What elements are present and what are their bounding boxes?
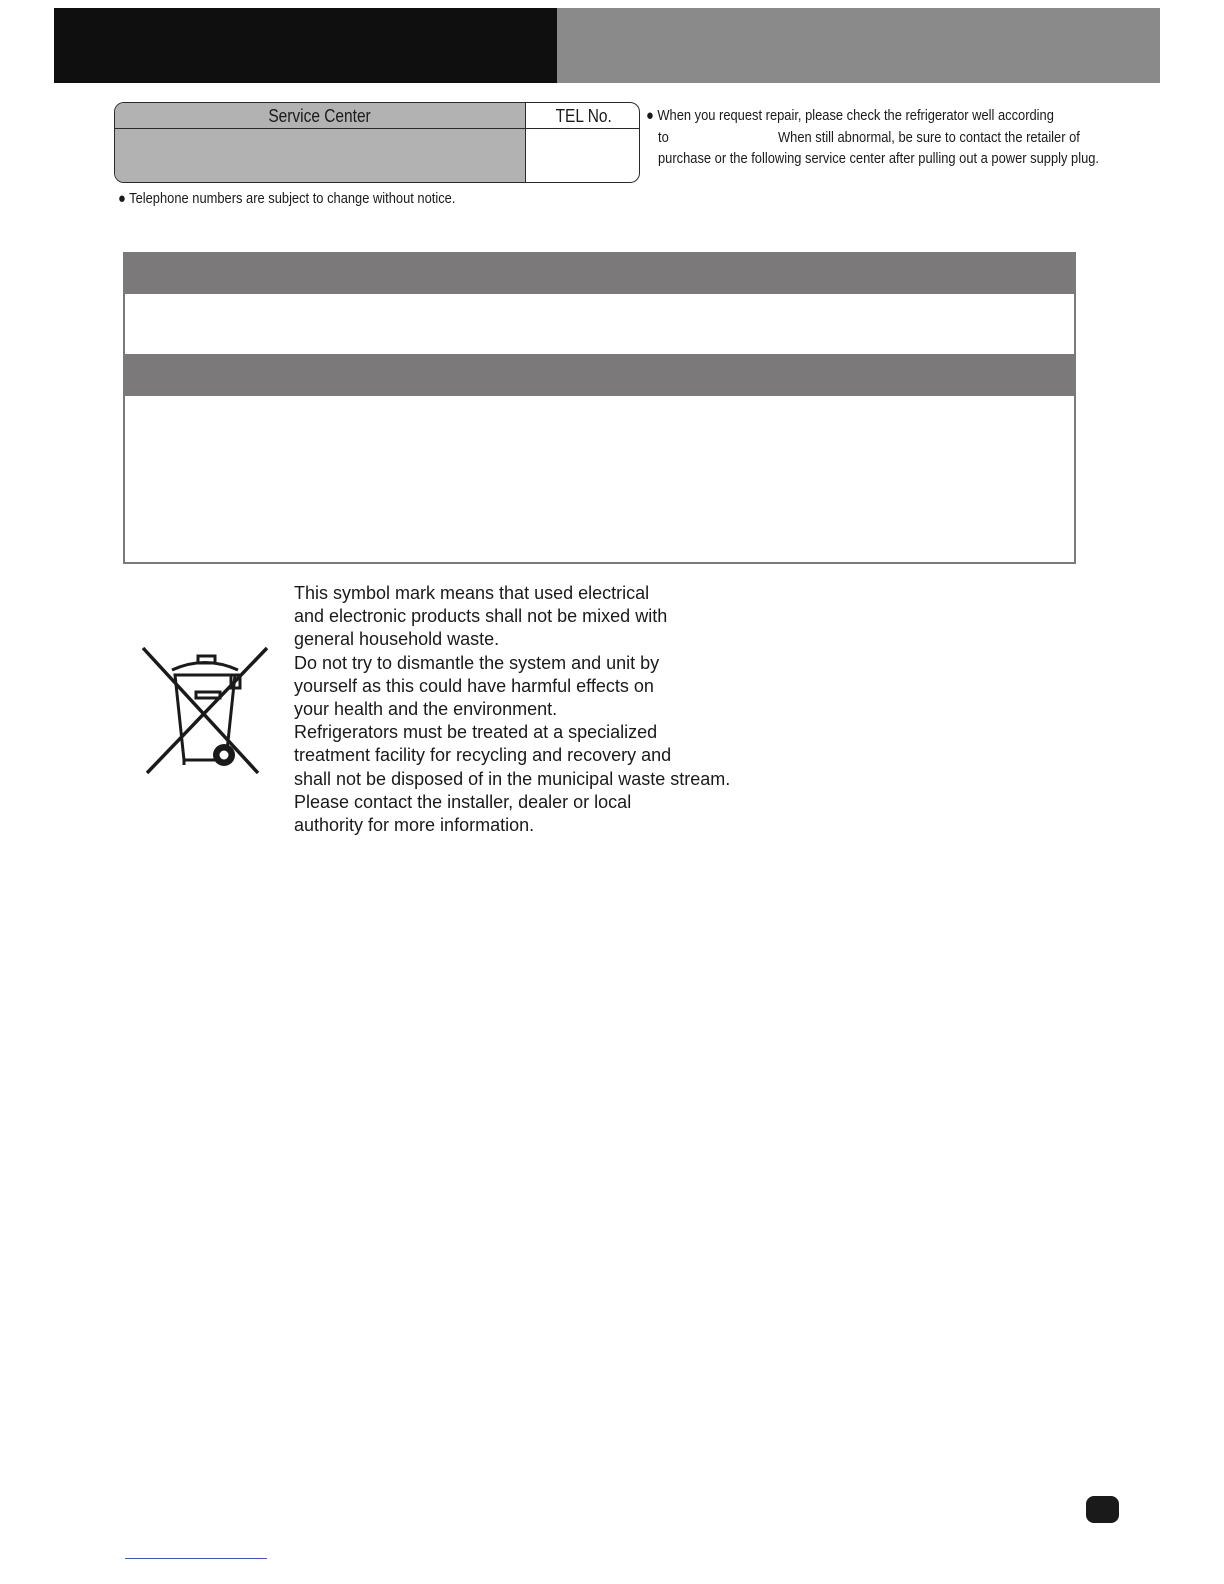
tel-no-cell: [526, 129, 640, 183]
repair-note-line-3: purchase or the following service center after pulling out a power supply plug.: [658, 150, 1100, 167]
header-black-band: [54, 8, 557, 83]
service-center-cell: [115, 129, 526, 183]
weee-line-11: authority for more information.: [294, 815, 535, 836]
repair-note-line-1: ● When you request repair, please check the refrigerator well according: [646, 107, 1054, 124]
weee-line-9: shall not be disposed of in the municipal waste stream.: [294, 768, 731, 789]
service-center-label: Service Center: [268, 106, 372, 126]
weee-line-5: yourself as this could have harmful effects on: [294, 675, 654, 696]
weee-line-10: Please contact the installer, dealer or local: [294, 791, 632, 812]
info-box: [123, 252, 1076, 564]
weee-disposal-text: [294, 582, 730, 837]
tel-no-label: TEL No.: [555, 106, 612, 126]
repair-note-line-2b: When still abnormal, be sure to contact the retailer of: [778, 128, 1080, 146]
weee-line-1: This symbol mark means that used electrical: [294, 583, 650, 603]
service-center-header: [115, 103, 526, 129]
footer-underline: [125, 1558, 267, 1559]
telephone-notice: [118, 189, 510, 209]
repair-note-line-2a: to: [658, 128, 669, 146]
weee-line-4: Do not try to dismantle the system and unit by: [294, 652, 660, 673]
service-center-table: [114, 102, 640, 183]
info-header-bar-2: [125, 354, 1074, 396]
weee-line-8: treatment facility for recycling and recovery and: [294, 745, 672, 766]
weee-line-7: Refrigerators must be treated at a specialized: [294, 722, 658, 743]
crossed-out-wheelie-bin-icon: [138, 645, 272, 777]
weee-line-2: and electronic products shall not be mixed with: [294, 606, 668, 627]
weee-line-6: your health and the environment.: [294, 699, 558, 720]
info-header-bar-1: [125, 254, 1074, 294]
repair-note: [646, 105, 1166, 170]
header-gray-band: [557, 8, 1160, 83]
page-number-badge: [1086, 1496, 1119, 1523]
weee-line-3: general household waste.: [294, 629, 500, 650]
telephone-notice-text: ● Telephone numbers are subject to change without notice.: [118, 190, 456, 207]
tel-no-header: [526, 103, 640, 129]
